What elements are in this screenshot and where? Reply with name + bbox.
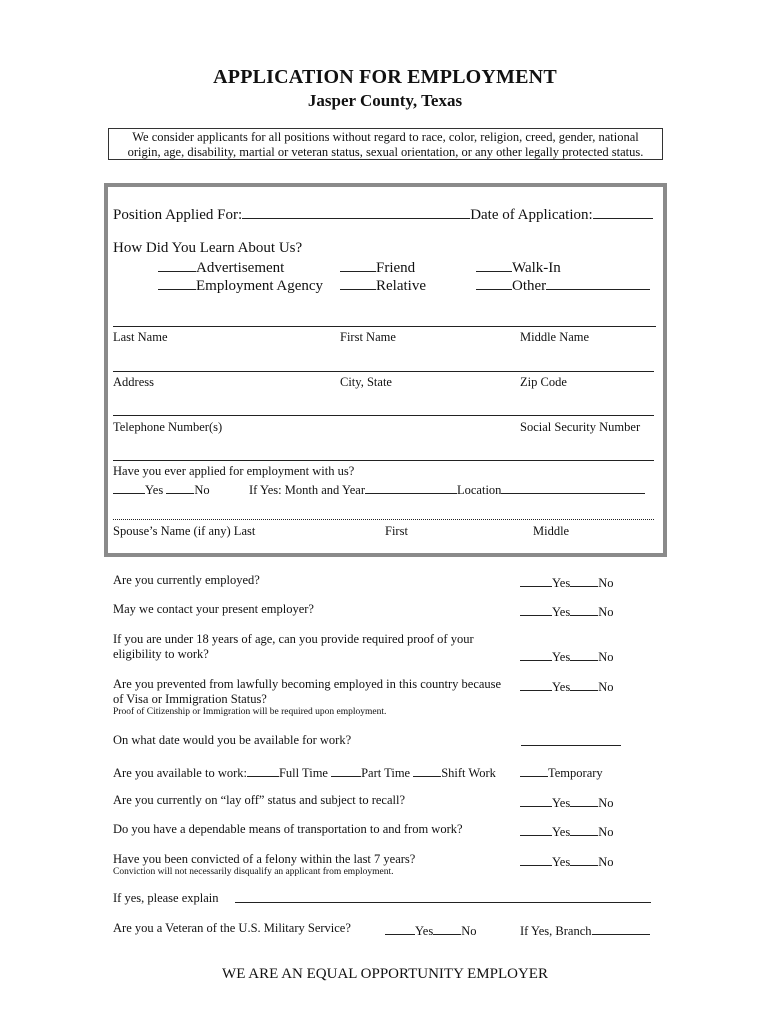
other-blank[interactable] xyxy=(476,276,512,290)
equal-opportunity-footer: WE ARE AN EQUAL OPPORTUNITY EMPLOYER xyxy=(222,966,548,982)
position-applied-field[interactable] xyxy=(242,205,470,219)
telephone-label: Telephone Number(s) xyxy=(113,420,223,434)
spouse-field-line[interactable] xyxy=(113,519,654,520)
q-prevented-line-2: of Visa or Immigration Status? xyxy=(113,692,267,706)
veteran-branch-field[interactable] xyxy=(592,921,650,935)
telephone-field-line[interactable] xyxy=(113,415,654,416)
q-available-to-work: Are you available to work: Full Time Part Time Shift Work xyxy=(113,763,496,781)
position-applied-label: Position Applied For: Date of Application: xyxy=(113,205,653,224)
source-employment-agency[interactable]: Employment Agency xyxy=(158,276,323,295)
full-time-blank[interactable] xyxy=(247,763,279,777)
name-field-line[interactable] xyxy=(113,326,656,327)
relative-blank[interactable] xyxy=(340,276,376,290)
spouse-middle-label: Middle xyxy=(533,524,570,538)
applied-no-blank[interactable] xyxy=(166,480,194,494)
q-currently-employed: Are you currently employed? xyxy=(113,573,260,587)
q-felony-yes-no[interactable]: Yes No xyxy=(520,852,613,870)
veteran-branch: If Yes, Branch xyxy=(520,921,650,939)
employment-agency-blank[interactable] xyxy=(158,276,196,290)
source-relative[interactable]: Relative xyxy=(340,276,426,295)
q-employed-yes-no[interactable]: Yes No xyxy=(520,573,613,591)
source-walk-in[interactable]: Walk-In xyxy=(476,258,561,277)
q-lay-off-yes-no[interactable]: Yes No xyxy=(520,793,613,811)
q-contact-yes-no[interactable]: Yes No xyxy=(520,602,613,620)
spouse-last-label: Spouse’s Name (if any) Last xyxy=(113,524,256,538)
notice-line-2: origin, age, disability, martial or veteran status, sexual orientation, or any other legally protected status. xyxy=(127,145,644,159)
spouse-first-label: First xyxy=(385,524,408,538)
q-prevented-yes-no[interactable]: Yes No xyxy=(520,677,613,695)
friend-blank[interactable] xyxy=(340,258,376,272)
source-friend[interactable]: Friend xyxy=(340,258,415,277)
notice-line-1: We consider applicants for all positions without regard to race, color, religion, creed, gender, national xyxy=(132,130,639,144)
applied-month-year-field[interactable] xyxy=(365,480,457,494)
shift-work-blank[interactable] xyxy=(413,763,441,777)
advertisement-blank[interactable] xyxy=(158,258,196,272)
ssn-label: Social Security Number xyxy=(520,420,641,434)
q-under-18-line-1: If you are under 18 years of age, can you provide required proof of your xyxy=(113,632,474,646)
middle-name-label: Middle Name xyxy=(520,330,590,344)
source-other[interactable]: Other xyxy=(476,276,650,295)
part-time-blank[interactable] xyxy=(331,763,361,777)
address-label: Address xyxy=(113,375,154,389)
explain-field[interactable] xyxy=(235,902,651,903)
q-available-date: On what date would you be available for work? xyxy=(113,733,352,747)
applied-yes-blank[interactable] xyxy=(113,480,145,494)
applied-location-field[interactable] xyxy=(501,480,645,494)
first-name-label: First Name xyxy=(340,330,396,344)
temporary-option[interactable]: Temporary xyxy=(520,763,603,781)
address-field-line[interactable] xyxy=(113,371,654,372)
source-advertisement[interactable]: Advertisement xyxy=(158,258,284,277)
q-felony-note: Conviction will not necessarily disqualify an applicant from employment. xyxy=(113,867,394,877)
q-veteran-yes-no[interactable]: Yes No xyxy=(385,921,476,939)
q-lay-off: Are you currently on “lay off” status and subject to recall? xyxy=(113,793,406,807)
form-subtitle: Jasper County, Texas xyxy=(307,91,463,110)
how-learn-label: How Did You Learn About Us? xyxy=(113,240,303,256)
q-felony: Have you been convicted of a felony within the last 7 years? xyxy=(113,852,416,866)
available-date-field[interactable] xyxy=(521,745,621,746)
zip-code-label: Zip Code xyxy=(520,375,567,389)
form-title: APPLICATION FOR EMPLOYMENT xyxy=(213,66,557,88)
q-prevented-note: Proof of Citizenship or Immigration will be required upon employment. xyxy=(113,707,387,717)
applied-before-question: Have you ever applied for employment with us? xyxy=(113,464,355,478)
date-of-application-field[interactable] xyxy=(593,205,653,219)
walk-in-blank[interactable] xyxy=(476,258,512,272)
q-veteran: Are you a Veteran of the U.S. Military Service? xyxy=(113,921,351,935)
q-prevented-line-1: Are you prevented from lawfully becoming employed in this country because xyxy=(113,677,502,691)
phone-ssn-field-line[interactable] xyxy=(113,460,654,461)
q-transportation: Do you have a dependable means of transportation to and from work? xyxy=(113,822,463,836)
equal-opportunity-notice xyxy=(108,128,663,160)
city-state-label: City, State xyxy=(340,375,392,389)
q-under-18-yes-no[interactable]: Yes No xyxy=(520,647,613,665)
last-name-label: Last Name xyxy=(113,330,168,344)
q-contact-employer: May we contact your present employer? xyxy=(113,602,314,616)
q-explain-label: If yes, please explain xyxy=(113,891,219,905)
q-transportation-yes-no[interactable]: Yes No xyxy=(520,822,613,840)
date-of-application-label: Date of Application: xyxy=(470,207,593,223)
applied-details: If Yes: Month and Year Location xyxy=(249,480,645,498)
q-under-18-line-2: eligibility to work? xyxy=(113,647,209,661)
applied-before-answers: Yes No xyxy=(113,480,210,498)
other-specify-field[interactable] xyxy=(546,276,650,290)
